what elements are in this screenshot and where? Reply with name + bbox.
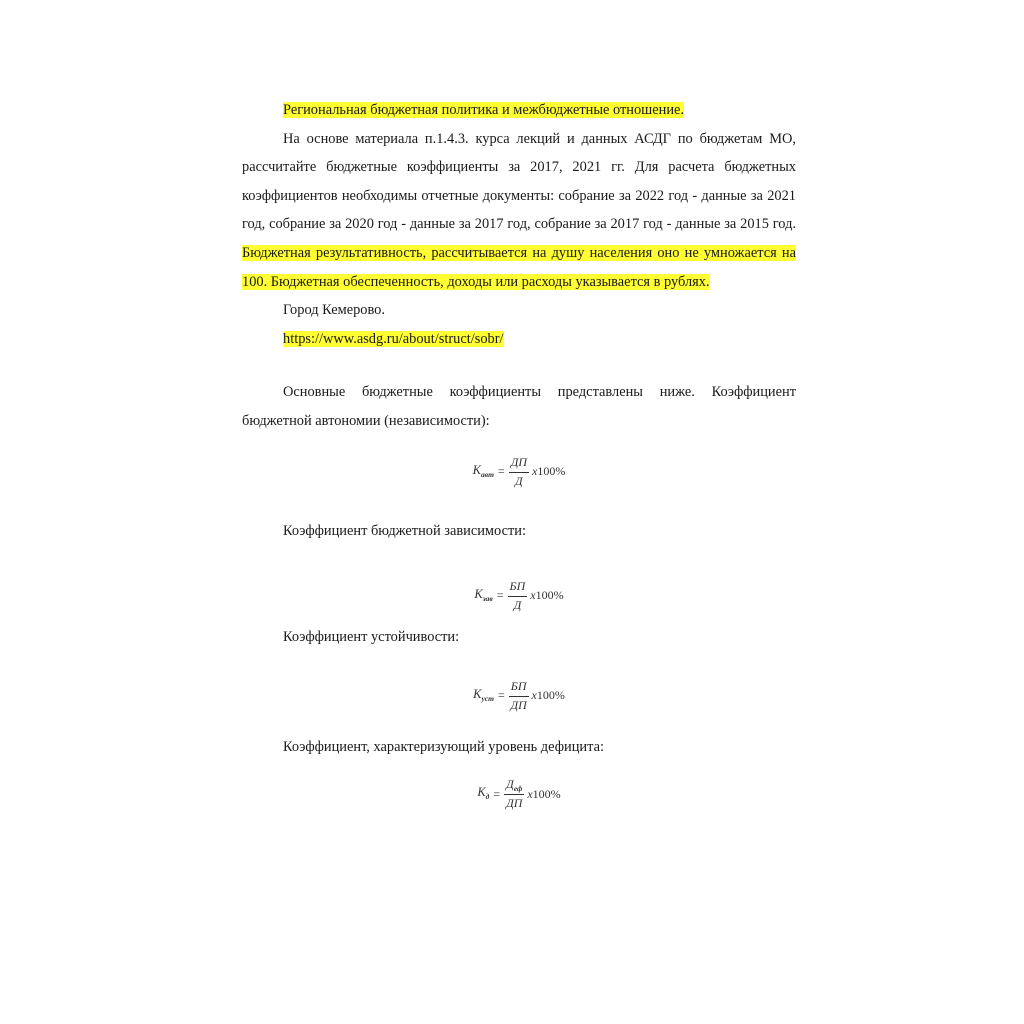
formula-symbol: $К_{зав}$ — [474, 587, 493, 604]
asdg-link[interactable]: https://www.asdg.ru/about/struct/sobr/ — [283, 330, 504, 347]
formula-stability: $К_{уст}$ = $\frac{БП}{ДП}$ х100% — [473, 678, 565, 713]
formula-symbol: $К_{уст}$ — [473, 687, 494, 704]
paragraph-main-highlight: Бюджетная результативность, рассчитывается на душу населения оно не умножается на 100. Бюджетная обеспеченность, доходы или расходы указывается в рублях. — [242, 244, 796, 290]
formula-fraction: $\frac{ДП}{Д}$ — [510, 454, 527, 489]
paragraph-main — [242, 125, 796, 297]
formula-autonomy: $К_{авт}$ = $\frac{ДП}{Д}$ х100% — [472, 454, 566, 489]
spacer — [242, 353, 796, 378]
paragraph-main-text: На основе материала п.1.4.3. курса лекций и данных АСДГ по бюджетам МО, рассчитайте бюджетные коэффициенты за 2017, 2021 гг. Для расчета бюджетных коэффициентов необходимы отчетные документы: собрание за 2022 год - данные за 2021 год, собрание за 2020 год - данные за 2017 год, собрание за 2017 год - данные за 2015 год. — [242, 130, 796, 233]
document-title — [242, 96, 796, 125]
formula-dependence: $К_{зав}$ = $\frac{БП}{Д}$ х100% — [474, 578, 564, 613]
document-page — [242, 96, 796, 809]
heading-stability: Коэффициент устойчивости: — [283, 629, 460, 646]
heading-deficit: Коэффициент, характеризующий уровень дефицита: — [283, 739, 604, 756]
formula-fraction: $\frac{Д_{еф}}{ДП}$ — [506, 776, 523, 811]
formula-deficit: $К_д$ = $\frac{Д_{еф}}{ДП}$ х100% — [477, 776, 561, 811]
formula-symbol: $К_{авт}$ — [472, 463, 494, 480]
formula-symbol: $К_д$ — [477, 785, 490, 802]
link-line — [242, 325, 796, 354]
formula-fraction: $\frac{БП}{ДП}$ — [510, 678, 527, 713]
title-highlight: Региональная бюджетная политика и межбюджетные отношение. — [283, 102, 685, 118]
intro-paragraph: Основные бюджетные коэффициенты представлены ниже. Коэффициент бюджетной автономии (независимости): — [242, 384, 796, 429]
heading-dependence: Коэффициент бюджетной зависимости: — [283, 523, 526, 540]
city-line: Город Кемерово. — [283, 302, 385, 319]
formula-fraction: $\frac{БП}{Д}$ — [509, 578, 526, 613]
